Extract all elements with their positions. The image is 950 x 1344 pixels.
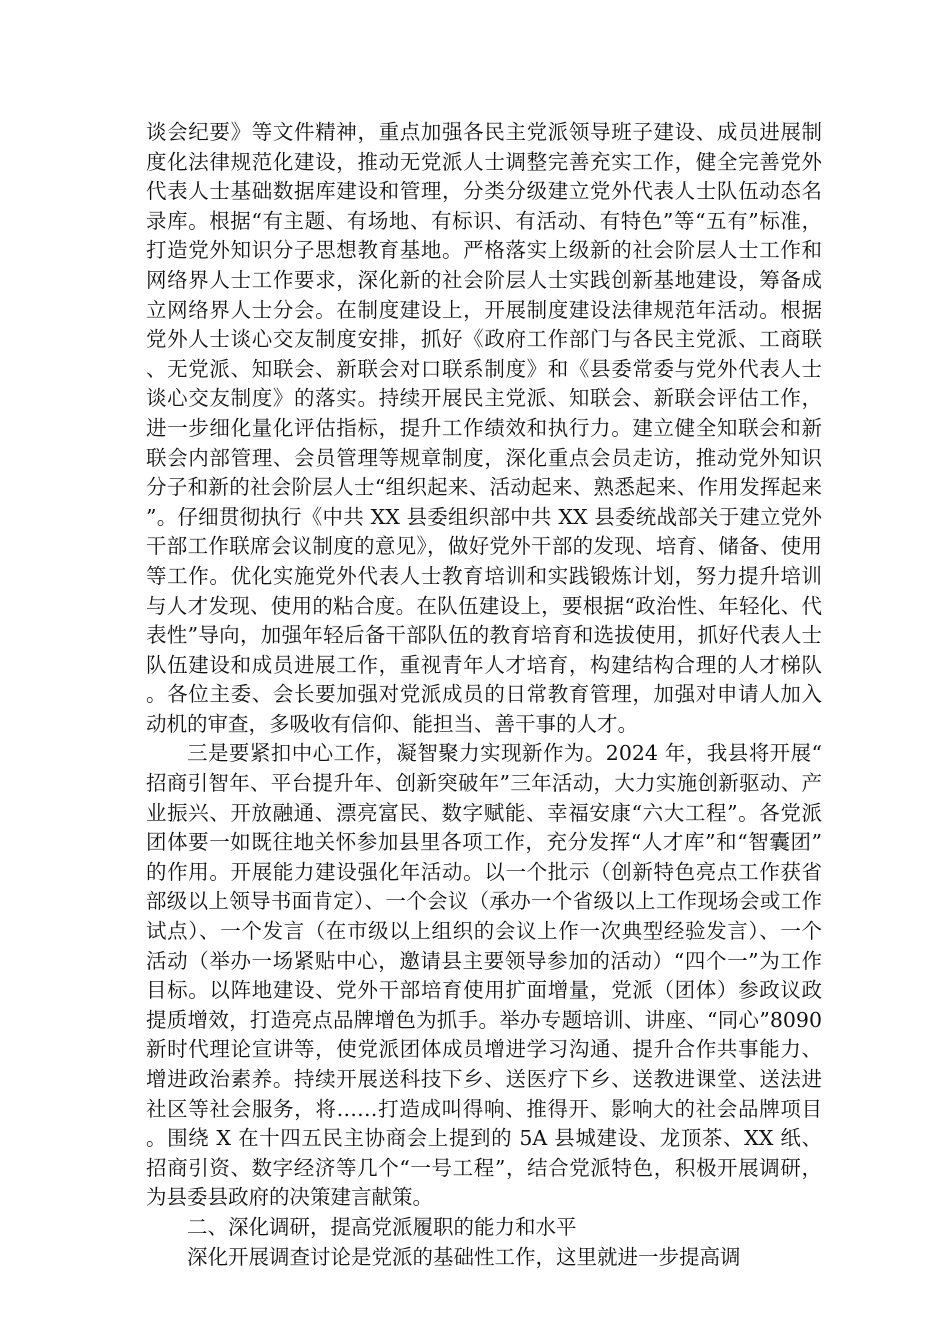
document-page (146, 118, 822, 1272)
paragraph-2: 三是要紧扣中心工作，凝智聚力实现新作为。2024 年，我县将开展“招商引智年、平台提升年、创新突破年”三年活动，大力实施创新驱动、产业振兴、开放融通、漂亮富民、数字赋能、幸福安康“六大工程”。各党派团体要一如既往地关怀参加县里各项工作，充分发挥“人才库”和“智囊团”的作用。开展能力建设强化年活动。以一个批示（创新特色亮点工作获省部级以上领导书面肯定）、一个会议（承办一个省级以上工作现场会或工作试点）、一个发言（在市级以上组织的会议上作一次典型经验发言）、一个活动（举办一场紧贴中心，邀请县主要领导参加的活动）“四个一”为工作目标。以阵地建设、党外干部培育使用扩面增量，党派（团体）参政议政提质增效，打造亮点品牌增色为抓手。举办专题培训、讲座、“同心”8090 新时代理论宣讲等，使党派团体成员增进学习沟通、提升合作共事能力、增进政治素养。持续开展送科技下乡、送医疗下乡、送教进课堂、送法进社区等社会服务，将……打造成叫得响、推得开、影响大的社会品牌项目。围绕 X 在十四五民主协商会上提到的 5A 县城建设、龙顶茶、XX 纸、招商引资、数字经济等几个“一号工程”，结合党派特色，积极开展调研，为县委县政府的决策建言献策。 (146, 741, 822, 1210)
paragraph-1: 谈会纪要》等文件精神，重点加强各民主党派领导班子建设、成员进展制度化法律规范化建设，推动无党派人士调整完善充实工作，健全完善党外代表人士基础数据库建设和管理，分类分级建立党外代表人士队伍动态名录库。根据“有主题、有场地、有标识、有活动、有特色”等“五有”标准，打造党外知识分子思想教育基地。严格落实上级新的社会阶层人士工作和网络界人士工作要求，深化新的社会阶层人士实践创新基地建设，筹备成立网络界人士分会。在制度建设上，开展制度建设法律规范年活动。根据党外人士谈心交友制度安排，抓好《政府工作部门与各民主党派、工商联、无党派、知联会、新联会对口联系制度》和《县委常委与党外代表人士谈心交友制度》的落实。持续开展民主党派、知联会、新联会评估工作，进一步细化量化评估指标，提升工作绩效和执行力。建立健全知联会和新联会内部管理、会员管理等规章制度，深化重点会员走访，推动党外知识分子和新的社会阶层人士“组织起来、活动起来、熟悉起来、作用发挥起来”。仔细贯彻执行《中共 XX 县委组织部中共 XX 县委统战部关于建立党外干部工作联席会议制度的意见》，做好党外干部的发现、培育、储备、使用等工作。优化实施党外代表人士教育培训和实践锻炼计划，努力提升培训与人才发现、使用的粘合度。在队伍建设上，要根据“政治性、年轻化、代表性”导向，加强年轻后备干部队伍的教育培育和选拔使用，抓好代表人士队伍建设和成员进展工作，重视青年人才培育，构建结构合理的人才梯队。各位主委、会长要加强对党派成员的日常教育管理，加强对申请人加入动机的审查，多吸收有信仰、能担当、善干事的人才。 (146, 120, 822, 736)
section-heading: 二、深化调研，提高党派履职的能力和水平 (187, 1214, 577, 1239)
paragraph-3: 深化开展调查讨论是党派的基础性工作，这里就进一步提高调 (187, 1244, 741, 1269)
